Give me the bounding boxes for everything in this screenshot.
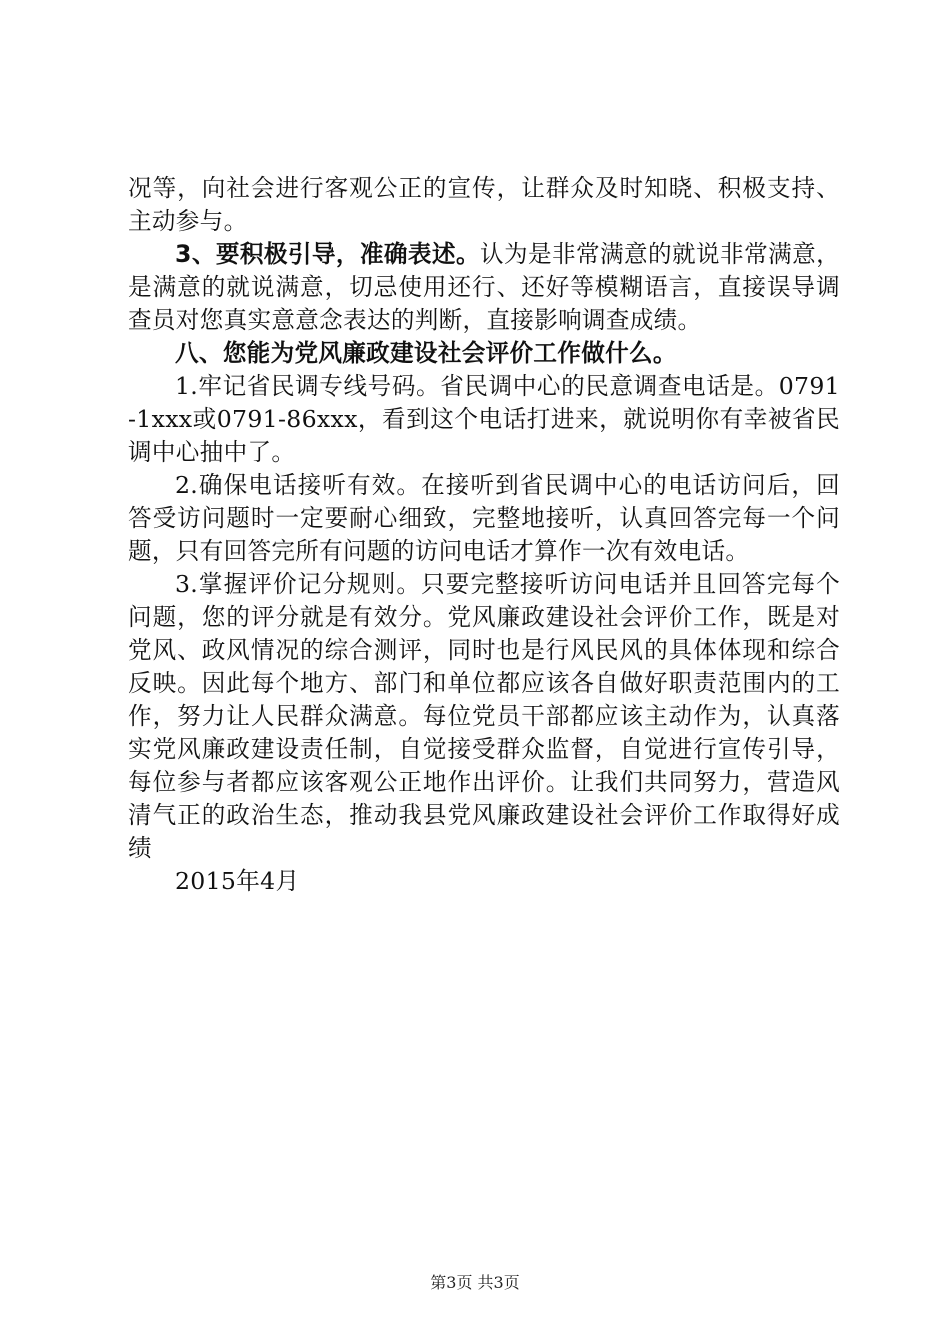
document-body — [128, 172, 840, 898]
document-date: 2015年4月 — [175, 867, 300, 895]
page-footer: 第3页 共3页 — [430, 1273, 520, 1292]
paragraph-item-1: 1.牢记省民调专线号码。省民调中心的民意调查电话是。0791-1xxx或0791-86xxx，看到这个电话打进来，就说明你有幸被省民调中心抽中了。 — [128, 372, 840, 466]
paragraph-item-3: 3.掌握评价记分规则。只要完整接听访问电话并且回答完每个问题，您的评分就是有效分。党风廉政建设社会评价工作，既是对党风、政风情况的综合测评，同时也是行风民风的具体体现和综合反映。因此每个地方、部门和单位都应该各自做好职责范围内的工作，努力让人民群众满意。每位党员干部都应该主动作为，认真落实党风廉政建设责任制，自觉接受群众监督，自觉进行宣传引导，每位参与者都应该客观公正地作出评价。让我们共同努力，营造风清气正的政治生态，推动我县党风廉政建设社会评价工作取得好成绩 — [128, 570, 840, 862]
section-heading-8: 八、您能为党风廉政建设社会评价工作做什么。 — [175, 339, 677, 367]
paragraph-guide-3 — [128, 238, 840, 337]
paragraph-guide-3-title: 3、要积极引导，准确表述。 — [175, 240, 480, 268]
paragraph-item-2: 2.确保电话接听有效。在接听到省民调中心的电话访问后，回答受访问题时一定要耐心细致，完整地接听，认真回答完每一个问题，只有回答完所有问题的访问电话才算作一次有效电话。 — [128, 471, 840, 565]
paragraph-guide-3-text: 认为是非常满意的就说非常满意，是满意的就说满意，切忌使用还行、还好等模糊语言，直接误导调查员对您真实意意念表达的判断，直接影响调查成绩。 — [128, 240, 840, 334]
paragraph-continuation: 况等，向社会进行客观公正的宣传，让群众及时知晓、积极支持、主动参与。 — [128, 174, 840, 235]
